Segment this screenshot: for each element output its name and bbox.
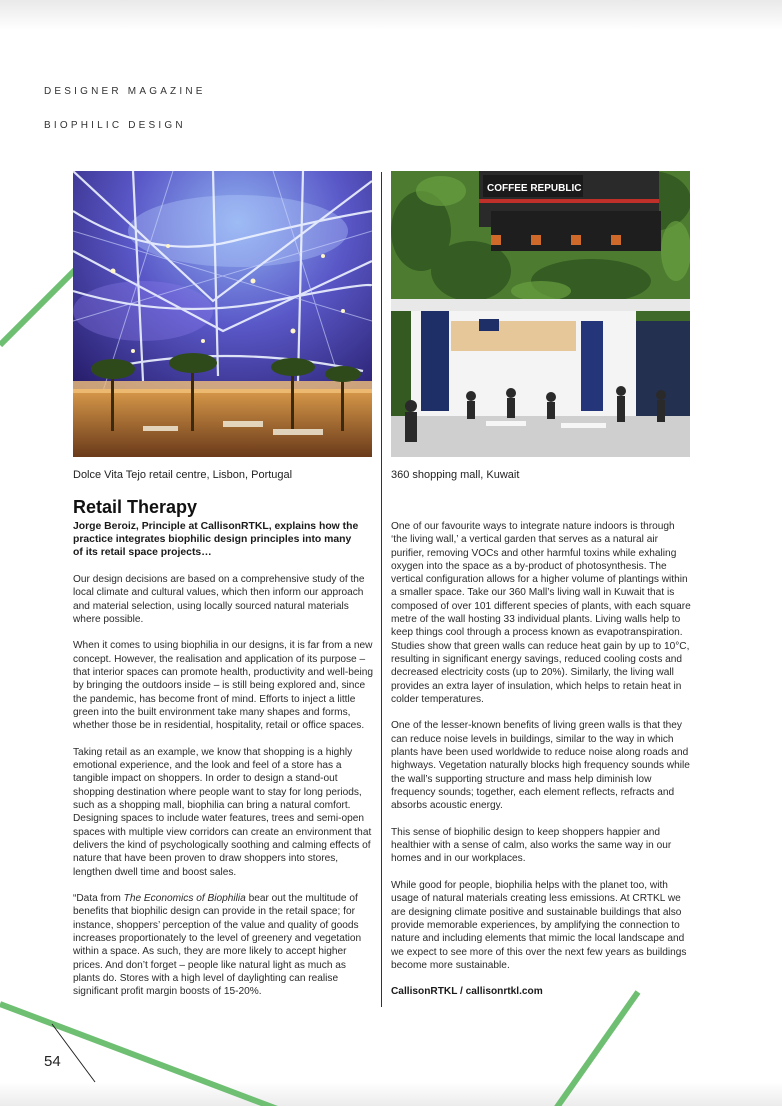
section-name: BIOPHILIC DESIGN (44, 120, 186, 131)
paragraph: Our design decisions are based on a comprehensive study of the local climate and cultural values, which then inform our approach and material selection, using locally sourced natural materials where possible. (73, 574, 365, 625)
shopping-mall-photo (391, 171, 690, 457)
paragraph: This sense of biophilic design to keep shoppers happier and healthier with a sense of calm, also works the same way in our homes and in our workplaces. (391, 826, 672, 865)
paragraph: When it comes to using biophilia in our designs, it is far from a new concept. However, the realisation and application of its purpose – that interior spaces can promote health, productivity and well-being by bringing the outdoors inside – is still being explored and, since the pandemic, has become front of mind. Efforts to inject a little green into the built environment take many shapes and forms, whether those be in residential, hospitality, retail or office spaces. (73, 640, 373, 732)
coffee-republic-sign: COFFEE REPUBLIC (487, 183, 582, 194)
left-photo-caption: Dolce Vita Tejo retail centre, Lisbon, Portugal (73, 469, 293, 481)
article-credit: CallisonRTKL / callisonrtkl.com (391, 986, 543, 998)
paragraph: One of the lesser-known benefits of living green walls is that they can reduce noise levels in buildings, similar to the way in which plants have been used worldwide to reduce noise along roads and highways. Vegetation naturally blocks high frequency sounds while the wall’s supporting structure and mass help diminish low frequency sounds; together, each element reflects, refracts and absorbs acoustic energy. (391, 720, 690, 812)
article-intro: Jorge Beroiz, Principle at CallisonRTKL, explains how the practice integrates biophilic design principles into many of its retail space projects… (73, 521, 359, 559)
deco-green-line-bottom-right (555, 992, 638, 1106)
column-divider (381, 172, 382, 1007)
retail-centre-photo (73, 171, 372, 457)
quote-prefix: “Data from (73, 893, 124, 905)
quote-text: bear out the multitude of benefits that biophilic design can provide in the retail space; for instance, shoppers’ perception of the value and quality of goods increases proportionately to the level of greenery and vegetation within a space. As such, they are more likely to accept higher prices. And don’t forget – people like natural light as much as plants do. Stores with a high level of daylighting can realise significant profit margin boosts of 15-20%. (73, 893, 362, 998)
magazine-name: DESIGNER MAGAZINE (44, 86, 206, 97)
deco-green-line-upper-left (0, 263, 82, 345)
paragraph: While good for people, biophilia helps with the planet too, with usage of natural materials creating less emissions. At CRTKL we are designing climate positive and sustainable buildings that also provide memorable experiences, by amplifying the connection to nature and including elements that mimic the local landscape and we expect to see more of this over the next few years as buildings become more sustainable. (391, 880, 687, 971)
article-title: Retail Therapy (73, 497, 198, 517)
right-photo-caption: 360 shopping mall, Kuwait (391, 469, 520, 481)
quote-paragraph (73, 892, 373, 998)
left-column (73, 573, 373, 1012)
deco-green-line-bottom (0, 1004, 280, 1106)
page-number: 54 (44, 1053, 61, 1070)
paragraph: Taking retail as an example, we know that shopping is a highly emotional experience, and the look and feel of a store has a tangible impact on shoppers. In order to design a stand-out shopping destination where people want to stay for long periods, such as a shopping mall, biophilia can bring a natural comfort. Designing spaces to include water features, trees and semi-open spaces with multiple view corridors can create an environment that delivers the kind of psychologically soothing and calming effects of nature that have been proven to draw shoppers into stores, lengthen dwell time and boost sales. (73, 746, 372, 878)
paragraph: One of our favourite ways to integrate nature indoors is through ‘the living wall,’ a vertical garden that serves as a natural air purifier, removing VOCs and other harmful toxins while exhaling oxygen into the space as a by-product of photosynthesis. The vertical configuration allows for a higher volume of plantings within a smaller space. Take our 360 Mall’s living wall in Kuwait that is composed of over 101 different species of plants, with each square metre of the wall hosting 33 individual plants. Living walls help to keep things cool through a process known as evapotranspiration. Studies show that green walls can reduce heat gain by up to 10°C, resulting in significant energy savings, reduced cooling costs and decreased electricity costs (up to 20%). Similarly, the living wall provides an extra layer of insulation, which helps to retain heat in colder temperatures. (391, 521, 691, 705)
right-column (391, 520, 693, 999)
book-title: The Economics of Biophilia (123, 893, 246, 905)
